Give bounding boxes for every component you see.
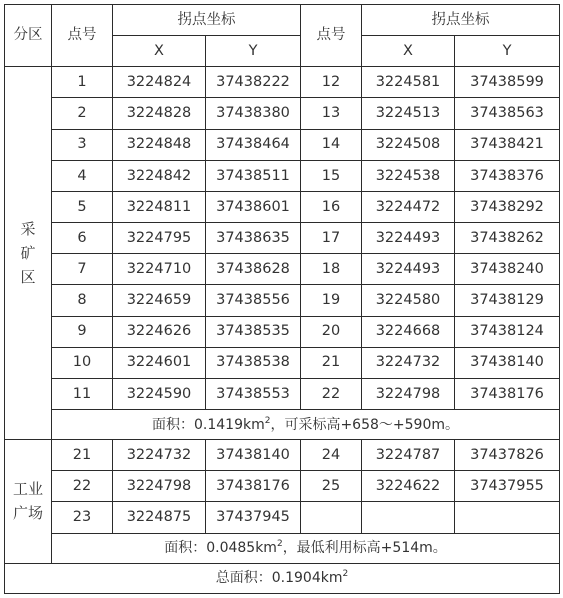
point-number: 6 bbox=[52, 223, 113, 254]
point-number: 12 bbox=[301, 67, 362, 98]
point-number: 4 bbox=[52, 160, 113, 191]
industrial-area-note bbox=[52, 533, 560, 563]
table-row bbox=[5, 191, 560, 222]
y-coordinate: 37438292 bbox=[455, 191, 560, 222]
point-number: 19 bbox=[301, 285, 362, 316]
zone-label-char: 矿 bbox=[20, 244, 36, 263]
zone-industrial-site bbox=[5, 440, 52, 564]
x-coordinate: 3224842 bbox=[113, 160, 206, 191]
point-number: 13 bbox=[301, 98, 362, 129]
header-y-left: Y bbox=[206, 36, 301, 67]
y-coordinate: 37438535 bbox=[206, 316, 301, 347]
note-text: 面积：0.1419km bbox=[151, 416, 265, 433]
table-row bbox=[5, 502, 560, 533]
y-coordinate: 37438563 bbox=[455, 98, 560, 129]
point-number: 16 bbox=[301, 191, 362, 222]
zone-label-char: 广场 bbox=[12, 504, 43, 523]
x-coordinate: 3224508 bbox=[362, 129, 455, 160]
note-text-after: ，可采标高+658～+590m。 bbox=[270, 416, 459, 433]
note-superscript: 2 bbox=[276, 539, 283, 550]
y-coordinate: 37438599 bbox=[455, 67, 560, 98]
point-number: 21 bbox=[301, 347, 362, 378]
point-number: 21 bbox=[52, 440, 113, 471]
total-superscript: 2 bbox=[342, 569, 349, 580]
x-coordinate: 3224732 bbox=[362, 347, 455, 378]
point-number: 7 bbox=[52, 254, 113, 285]
note-superscript: 2 bbox=[264, 415, 271, 426]
y-coordinate: 37438222 bbox=[206, 67, 301, 98]
x-coordinate: 3224710 bbox=[113, 254, 206, 285]
point-number: 3 bbox=[52, 129, 113, 160]
y-coordinate: 37438553 bbox=[206, 378, 301, 409]
y-coordinate: 37438556 bbox=[206, 285, 301, 316]
x-coordinate: 3224626 bbox=[113, 316, 206, 347]
x-coordinate: 3224787 bbox=[362, 440, 455, 471]
point-number: 18 bbox=[301, 254, 362, 285]
x-coordinate: 3224580 bbox=[362, 285, 455, 316]
table-row bbox=[5, 160, 560, 191]
total-row bbox=[5, 563, 560, 593]
y-coordinate: 37438601 bbox=[206, 191, 301, 222]
table-row bbox=[5, 98, 560, 129]
x-coordinate bbox=[362, 502, 455, 533]
y-coordinate: 37438635 bbox=[206, 223, 301, 254]
header-y-right: Y bbox=[455, 36, 560, 67]
x-coordinate: 3224875 bbox=[113, 502, 206, 533]
zone-label-char: 采 bbox=[20, 220, 36, 239]
x-coordinate: 3224622 bbox=[362, 471, 455, 502]
point-number: 14 bbox=[301, 129, 362, 160]
point-number: 9 bbox=[52, 316, 113, 347]
total-area bbox=[5, 563, 560, 593]
header-point-right: 点号 bbox=[301, 5, 362, 67]
zone-label-char: 工业 bbox=[12, 480, 43, 499]
note-text: 面积：0.0485km bbox=[164, 540, 277, 557]
table-row bbox=[5, 378, 560, 409]
table-row bbox=[5, 347, 560, 378]
table-row bbox=[5, 471, 560, 502]
y-coordinate: 37438538 bbox=[206, 347, 301, 378]
note-text-after: ，最低利用标高+514m。 bbox=[282, 540, 447, 557]
mining-area-note bbox=[52, 410, 560, 440]
x-coordinate: 3224798 bbox=[113, 471, 206, 502]
y-coordinate: 37438140 bbox=[206, 440, 301, 471]
table-row bbox=[5, 285, 560, 316]
coordinate-table bbox=[4, 4, 560, 594]
point-number: 22 bbox=[301, 378, 362, 409]
table-row bbox=[5, 129, 560, 160]
point-number: 23 bbox=[52, 502, 113, 533]
y-coordinate: 37437955 bbox=[455, 471, 560, 502]
y-coordinate: 37438262 bbox=[455, 223, 560, 254]
point-number: 2 bbox=[52, 98, 113, 129]
x-coordinate: 3224472 bbox=[362, 191, 455, 222]
zone-label-char: 区 bbox=[20, 268, 36, 287]
point-number: 5 bbox=[52, 191, 113, 222]
point-number: 10 bbox=[52, 347, 113, 378]
y-coordinate: 37438464 bbox=[206, 129, 301, 160]
point-number: 24 bbox=[301, 440, 362, 471]
header-x-right: X bbox=[362, 36, 455, 67]
header-coords-right: 拐点坐标 bbox=[362, 5, 560, 36]
x-coordinate: 3224659 bbox=[113, 285, 206, 316]
table-row bbox=[5, 223, 560, 254]
y-coordinate: 37438511 bbox=[206, 160, 301, 191]
y-coordinate: 37438129 bbox=[455, 285, 560, 316]
point-number: 20 bbox=[301, 316, 362, 347]
x-coordinate: 3224601 bbox=[113, 347, 206, 378]
y-coordinate: 37438376 bbox=[455, 160, 560, 191]
y-coordinate: 37438176 bbox=[206, 471, 301, 502]
point-number: 1 bbox=[52, 67, 113, 98]
x-coordinate: 3224668 bbox=[362, 316, 455, 347]
y-coordinate: 37438176 bbox=[455, 378, 560, 409]
note-row bbox=[5, 533, 560, 563]
table-row bbox=[5, 440, 560, 471]
header-point: 点号 bbox=[52, 5, 113, 67]
x-coordinate: 3224828 bbox=[113, 98, 206, 129]
zone-mining-area bbox=[5, 67, 52, 440]
y-coordinate: 37438628 bbox=[206, 254, 301, 285]
y-coordinate: 37438380 bbox=[206, 98, 301, 129]
note-row bbox=[5, 410, 560, 440]
x-coordinate: 3224732 bbox=[113, 440, 206, 471]
y-coordinate bbox=[455, 502, 560, 533]
x-coordinate: 3224581 bbox=[362, 67, 455, 98]
x-coordinate: 3224590 bbox=[113, 378, 206, 409]
point-number: 11 bbox=[52, 378, 113, 409]
y-coordinate: 37438421 bbox=[455, 129, 560, 160]
x-coordinate: 3224513 bbox=[362, 98, 455, 129]
point-number: 17 bbox=[301, 223, 362, 254]
header-coords-left: 拐点坐标 bbox=[113, 5, 301, 36]
table-row bbox=[5, 254, 560, 285]
y-coordinate: 37438140 bbox=[455, 347, 560, 378]
point-number: 25 bbox=[301, 471, 362, 502]
point-number: 8 bbox=[52, 285, 113, 316]
x-coordinate: 3224824 bbox=[113, 67, 206, 98]
header-x-left: X bbox=[113, 36, 206, 67]
header-zone: 分区 bbox=[5, 5, 52, 67]
x-coordinate: 3224811 bbox=[113, 191, 206, 222]
table-row bbox=[5, 67, 560, 98]
x-coordinate: 3224493 bbox=[362, 254, 455, 285]
header-row bbox=[5, 5, 560, 36]
x-coordinate: 3224538 bbox=[362, 160, 455, 191]
y-coordinate: 37438124 bbox=[455, 316, 560, 347]
y-coordinate: 37438240 bbox=[455, 254, 560, 285]
x-coordinate: 3224493 bbox=[362, 223, 455, 254]
total-text: 总面积：0.1904km bbox=[215, 570, 343, 587]
x-coordinate: 3224798 bbox=[362, 378, 455, 409]
x-coordinate: 3224795 bbox=[113, 223, 206, 254]
y-coordinate: 37437945 bbox=[206, 502, 301, 533]
point-number bbox=[301, 502, 362, 533]
x-coordinate: 3224848 bbox=[113, 129, 206, 160]
point-number: 15 bbox=[301, 160, 362, 191]
table-row bbox=[5, 316, 560, 347]
point-number: 22 bbox=[52, 471, 113, 502]
y-coordinate: 37437826 bbox=[455, 440, 560, 471]
